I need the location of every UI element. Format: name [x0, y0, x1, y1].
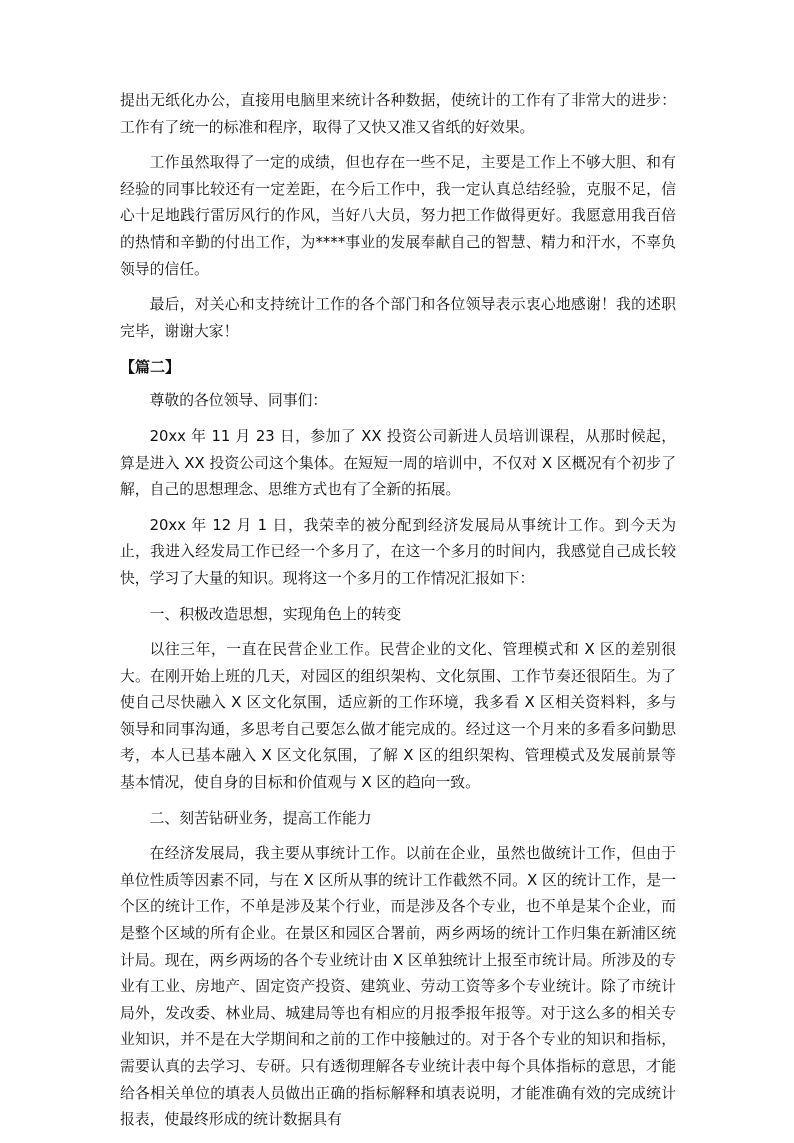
paragraph-study: 在经济发展局，我主要从事统计工作。以前在企业，虽然也做统计工作，但由于单位性质等因素不同，与在 X 区所从事的统计工作截然不同。X 区的统计工作，是一个区的统计工作，不单是涉及某个行业，而是涉及各个专业，也不单是某个企业，而是整个区域的所有企业。在景区和园区合署前，两乡两场的统计工作归集在新浦区统计局。现在，两乡两场的各个专业统计由 X 区单独统计上报至市统计局。所涉及的专业有工业、房地产、固定资产投资、建筑业、劳动工资等多个专业统计。除了市统计局外，发改委、林业局、城建局等也有相应的月报季报年报等。对于这么多的相关专业知识，并不是在大学期间和之前的工作中接触过的。对于各个专业的知识和指标，需要认真的去学习、专研。只有透彻理解各专业统计表中每个具体指标的意思，才能给各相关单位的填表人员做出正确的指标解释和填表说明，才能准确有效的完成统计报表，使最终形成的统计数据具有 — [120, 845, 676, 1129]
document-body — [120, 88, 676, 1143]
subheading-2: 二、刻苦钻研业务，提高工作能力 — [149, 809, 372, 827]
section-heading: 【篇二】 — [120, 358, 181, 377]
paragraph-role-change: 以往三年，一直在民营企业工作。民营企业的文化、管理模式和 X 区的差别很大。在刚开始上班的几天，对园区的组织架构、文化氛围、工作节奏还很陌生。为了使自己尽快融入 X 区文化氛围，适应新的工作环境，我多看 X 区相关资料料，多与领导和同事沟通，多思考自己要怎么做才能完成的。经过这一个月来的多看多问勤思考，本人已基本融入 X 区文化氛围，了解 X 区的组织架构、管理模式及发展前景等基本情况，使自身的目标和价值观与 X 区的趋向一致。 — [120, 641, 676, 792]
salutation: 尊敬的各位领导、同事们： — [149, 392, 328, 410]
paragraph-continuation: 提出无纸化办公，直接用电脑里来统计各种数据，使统计的工作有了非常大的进步：工作有了统一的标准和程序，取得了又快又准又省纸的好效果。 — [120, 92, 676, 136]
paragraph-shortcomings: 工作虽然取得了一定的成绩，但也存在一些不足，主要是工作上不够大胆、和有经验的同事比较还有一定差距，在今后工作中，我一定认真总结经验，克服不足，信心十足地践行雷厉风行的作风，当好八大员，努力把工作做得更好。我愿意用我百倍的热情和辛勤的付出工作，为****事业的发展奉献自己的智慧、精力和汗水，不辜负领导的信任。 — [120, 154, 676, 278]
paragraph-thanks: 最后，对关心和支持统计工作的各个部门和各位领导表示衷心地感谢！我的述职完毕，谢谢大家！ — [120, 296, 676, 340]
paragraph-assignment: 20xx 年 12 月 1 日，我荣幸的被分配到经济发展局从事统计工作。到今天为止，我进入经发局工作已经一个多月了，在这一个多月的时间内，我感觉自己成长较快，学习了大量的知识。现将这一个多月的工作情况汇报如下： — [120, 516, 676, 587]
paragraph-training: 20xx 年 11 月 23 日，参加了 XX 投资公司新进人员培训课程，从那时候起，算是进入 XX 投资公司这个集体。在短短一周的培训中，不仅对 X 区概况有个初步了解，自己的思想理念、思维方式也有了全新的拓展。 — [120, 427, 676, 499]
subheading-1: 一、积极改造思想，实现角色上的转变 — [149, 605, 402, 623]
